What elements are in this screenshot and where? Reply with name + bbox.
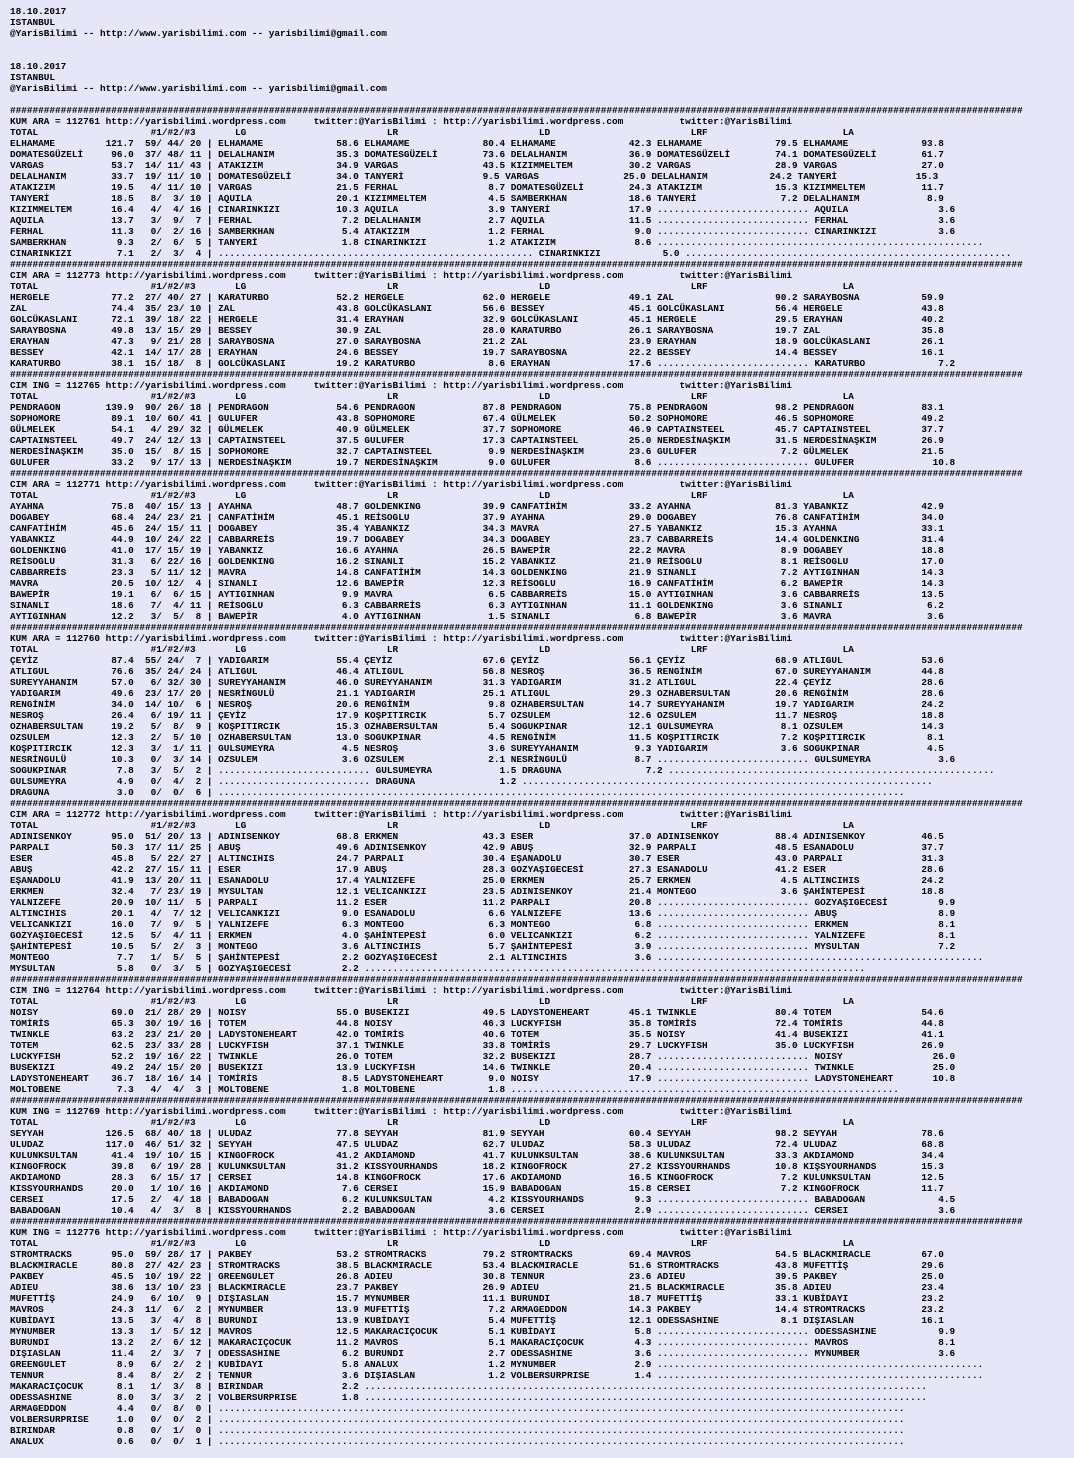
- document-line: ERAYHAN 47.3 9/ 21/ 28 | SARAYBOSNA 27.0 SARAYBOSNA 21.2 ZAL 23.9 ERAYHAN 18.9 GOLCÜKASLANI 26.1: [10, 336, 944, 347]
- document-line: AKDIAMOND 28.3 6/ 15/ 17 | CERSEI 14.8 KINGOFROCK 17.6 AKDIAMOND 16.5 KINGOFROCK 7.2 KULUNKSULTAN 12.5: [10, 1172, 944, 1183]
- document-line: KUM ARA = 112760 http://yarisbilimi.wordpress.com twitter:@YarisBilimi : http://yarisbilimi.wordpress.com twitter:@YarisBilimi: [10, 633, 793, 644]
- document-line: ULUDAZ 117.0 46/ 51/ 32 | SEYYAH 47.5 ULUDAZ 62.7 ULUDAZ 58.3 ULUDAZ 72.4 ULUDAZ 68.8: [10, 1139, 944, 1150]
- document-line: DOGABEY 68.4 24/ 23/ 21 | CANFATİHİM 45.1 REİSOGLU 37.9 AYAHNA 29.0 DOGABEY 76.8 CANFATİHİM 34.0: [10, 512, 944, 523]
- document-line: ALTINCIHIS 20.1 4/ 7/ 12 | VELICANKIZI 9.0 ESANADOLU 6.6 YALNIZEFE 13.6 ........................... ABUŞ 8.9: [10, 908, 956, 919]
- document-line: LUCKYFISH 52.2 19/ 16/ 22 | TWINKLE 26.0 TOTEM 32.2 BUSEKIZI 28.7 ........................... NOISY 26.0: [10, 1051, 956, 1062]
- document-line: TOTAL #1/#2/#3 LG LR LD LRF LA: [10, 281, 854, 292]
- document-line: KUBİDAYI 13.5 3/ 4/ 8 | BURUNDI 13.9 KUBİDAYI 5.4 MUFETTİŞ 12.1 ODESSASHINE 8.1 DIŞIASLAN 16.1: [10, 1315, 944, 1326]
- document-line: DRAGUNA 3.0 0/ 0/ 6 | ..........................................................................................................................: [10, 787, 905, 798]
- document-line: MYSULTAN 5.8 0/ 3/ 5 | GOZYAŞIGECESİ 2.2 .........................................................................................: [10, 963, 866, 974]
- document-line: ELHAMAME 121.7 59/ 44/ 20 | ELHAMAME 58.6 ELHAMAME 80.4 ELHAMAME 42.3 ELHAMAME 79.5 ELHAMAME 93.8: [10, 138, 944, 149]
- document-line: ABUŞ 42.2 27/ 15/ 11 | ESER 17.9 ABUŞ 28.3 GOZYAŞIGECESİ 27.3 ESANADOLU 41.2 ESER 28.6: [10, 864, 944, 875]
- document-line: TOTAL #1/#2/#3 LG LR LD LRF LA: [10, 644, 854, 655]
- document-line: VARGAS 53.7 14/ 11/ 43 | ATAKIZIM 34.9 VARGAS 43.5 KIZIMMELTEM 30.2 VARGAS 28.9 VARGAS 27.0: [10, 160, 944, 171]
- document-line: AQUILA 13.7 3/ 9/ 7 | FERHAL 7.2 DELALHANIM 2.7 AQUILA 11.5 ........................... FERHAL 3.6: [10, 215, 956, 226]
- document-line: @YarisBilimi -- http://www.yarisbilimi.com -- yarisbilimi@gmail.com: [10, 83, 387, 94]
- document-line: [10, 94, 1074, 105]
- document-line: KIZIMMELTEM 16.4 4/ 4/ 16 | CINARINKIZI 10.3 AQUILA 3.9 TANYERİ 17.9 ........................... AQUILA 3.6: [10, 204, 956, 215]
- document-line: LADYSTONEHEART 36.7 18/ 16/ 14 | TOMİRİS 8.5 LADYSTONEHEART 9.0 NOISY 17.9 ........................... LADYSTONEHEART 10.8: [10, 1073, 956, 1084]
- document-line: DOMATESGÜZELİ 96.0 37/ 48/ 11 | DELALHANIM 35.3 DOMATESGÜZELİ 73.6 DELALHANIM 36.9 DOMATESGÜZELİ 74.1 DOMATESGÜZELİ 61.7: [10, 149, 944, 160]
- document-line: ZAL 74.4 35/ 23/ 10 | ZAL 43.8 GOLCÜKASLANI 56.6 BESSEY 45.1 GOLCÜKASLANI 56.4 HERGELE 43.8: [10, 303, 944, 314]
- document-line: SINANLI 18.6 7/ 4/ 11 | REİSOGLU 6.3 CABBARREİS 6.3 AYTIGINHAN 11.1 GOLDENKING 3.6 SINANLI 6.2: [10, 600, 944, 611]
- document-line: ####################################################################################################################################################################################: [10, 369, 1023, 380]
- document-line: SAMBERKHAN 9.3 2/ 6/ 5 | TANYERİ 1.8 CINARINKIZI 1.2 ATAKIZIM 8.6 ..........................................................: [10, 237, 984, 248]
- document-line: GOLCÜKASLANI 72.1 39/ 18/ 22 | HERGELE 31.4 ERAYHAN 32.9 GOLCÜKASLANI 45.1 HERGELE 29.5 ERAYHAN 40.2: [10, 314, 944, 325]
- document-line: KOŞPITIRCIK 12.3 3/ 1/ 11 | GULSUMEYRA 4.5 NESROŞ 3.6 SUREYYAHANIM 9.3 YADIGARIM 3.6 SOGUKPINAR 4.5: [10, 743, 944, 754]
- document-line: YABANKIZ 44.9 10/ 24/ 22 | CABBARREİS 19.7 DOGABEY 34.3 DOGABEY 23.7 CABBARREİS 14.4 GOLDENKING 31.4: [10, 534, 944, 545]
- document-line: MAKARACIÇOCUK 8.1 1/ 3/ 8 | BIRINDAR 2.2 ....................................................................................................: [10, 1381, 928, 1392]
- document-line: TOTAL #1/#2/#3 LG LR LD LRF LA: [10, 127, 854, 138]
- document-line: 18.10.2017: [10, 6, 67, 17]
- document-line: CABBARREİS 23.3 5/ 11/ 12 | MAVRA 14.8 CANFATİHİM 14.3 GOLDENKING 21.9 SINANLI 7.2 AYTIGINHAN 14.3: [10, 567, 944, 578]
- document-line: ####################################################################################################################################################################################: [10, 974, 1023, 985]
- document-line: YADIGARIM 49.6 23/ 17/ 20 | NESRİNGULÜ 21.1 YADIGARIM 25.1 ATLIGUL 29.3 OZHABERSULTAN 20.6 RENGİNİM 28.6: [10, 688, 944, 699]
- document-line: AYTIGINHAN 12.2 3/ 5/ 8 | BAWEPİR 4.0 AYTIGINHAN 1.5 SINANLI 6.8 BAWEPİR 3.6 MAVRA 3.6: [10, 611, 944, 622]
- document-line: CAPTAINSTEEL 49.7 24/ 12/ 13 | CAPTAINSTEEL 37.5 GULUFER 17.3 CAPTAINSTEEL 25.0 NERDESİNAŞKIM 31.5 NERDESİNAŞKIM 26.9: [10, 435, 944, 446]
- document-line: MUFETTİŞ 24.9 6/ 10/ 9 | DIŞIASLAN 15.7 MYNUMBER 11.1 BURUNDI 18.7 MUFETTİŞ 33.1 KUBİDAYI 23.2: [10, 1293, 944, 1304]
- document-line: KUM ARA = 112761 http://yarisbilimi.wordpress.com twitter:@YarisBilimi : http://yarisbilimi.wordpress.com twitter:@YarisBilimi: [10, 116, 793, 127]
- document-line: KISSYOURHANDS 20.0 1/ 10/ 16 | AKDIAMOND 7.6 CERSEI 15.9 BABADOGAN 15.8 CERSEI 7.2 KINGOFROCK 11.7: [10, 1183, 944, 1194]
- document-line: CERSEI 17.5 2/ 4/ 18 | BABADOGAN 6.2 KULUNKSULTAN 4.2 KISSYOURHANDS 9.3 ........................... BABADOGAN 4.5: [10, 1194, 956, 1205]
- document-line: DIŞIASLAN 11.4 2/ 3/ 7 | ODESSASHINE 6.2 BURUNDI 2.7 ODESSASHINE 3.6 ........................... MYNUMBER 3.6: [10, 1348, 956, 1359]
- document-line: KUM ING = 112776 http://yarisbilimi.wordpress.com twitter:@YarisBilimi : http://yarisbilimi.wordpress.com twitter:@YarisBilimi: [10, 1227, 793, 1238]
- document-line: CIM ARA = 112773 http://yarisbilimi.wordpress.com twitter:@YarisBilimi : http://yarisbilimi.wordpress.com twitter:@YarisBilimi: [10, 270, 793, 281]
- document-line: ŞAHİNTEPESİ 10.5 5/ 2/ 3 | MONTEGO 3.6 ALTINCIHIS 5.7 ŞAHİNTEPESİ 3.9 ........................... MYSULTAN 7.2: [10, 941, 956, 952]
- document-line: MAVROS 24.3 11/ 6/ 2 | MYNUMBER 13.9 MUFETTİŞ 7.2 ARMAGEDDON 14.3 PAKBEY 14.4 STROMTRACKS 23.2: [10, 1304, 944, 1315]
- document-line: ####################################################################################################################################################################################: [10, 259, 1023, 270]
- document-line: TOTAL #1/#2/#3 LG LR LD LRF LA: [10, 820, 854, 831]
- document-line: OZHABERSULTAN 19.2 5/ 8/ 9 | KOŞPITIRCIK 15.3 OZHABERSULTAN 5.4 SOGUKPINAR 12.1 GULSUMEYRA 8.1 OZSULEM 14.3: [10, 721, 944, 732]
- document-line: CIM ING = 112764 http://yarisbilimi.wordpress.com twitter:@YarisBilimi : http://yarisbilimi.wordpress.com twitter:@YarisBilimi: [10, 985, 793, 996]
- document-line: ISTANBUL: [10, 72, 56, 83]
- document-line: RENGİNİM 34.0 14/ 10/ 6 | NESROŞ 20.6 RENGİNİM 9.8 OZHABERSULTAN 14.7 SUREYYAHANIM 19.7 YADIGARIM 24.2: [10, 699, 944, 710]
- document-line: CIM ARA = 112772 http://yarisbilimi.wordpress.com twitter:@YarisBilimi : http://yarisbilimi.wordpress.com twitter:@YarisBilimi: [10, 809, 793, 820]
- document-line: VELICANKIZI 16.0 7/ 9/ 5 | YALNIZEFE 6.3 MONTEGO 6.3 MONTEGO 6.8 ........................... ERKMEN 8.1: [10, 919, 956, 930]
- document-line: BUSEKIZI 49.2 24/ 15/ 20 | BUSEKIZI 13.9 LUCKYFISH 14.6 TWINKLE 20.4 ........................... TWINKLE 25.0: [10, 1062, 956, 1073]
- document-line: @YarisBilimi -- http://www.yarisbilimi.com -- yarisbilimi@gmail.com: [10, 28, 387, 39]
- document-line: FERHAL 11.3 0/ 2/ 16 | SAMBERKHAN 5.4 ATAKIZIM 1.2 FERHAL 9.0 ........................... CINARINKIZI 3.6: [10, 226, 956, 237]
- document-line: NESROŞ 26.4 6/ 19/ 11 | ÇEYİZ 17.9 KOŞPITIRCIK 5.7 OZSULEM 12.6 OZSULEM 11.7 NESROŞ 18.8: [10, 710, 944, 721]
- document-line: GÜLMELEK 54.1 4/ 29/ 32 | GÜLMELEK 40.9 GÜLMELEK 37.7 SOPHOMORE 46.9 CAPTAINSTEEL 45.7 CAPTAINSTEEL 37.7: [10, 424, 944, 435]
- document-line: KUM ING = 112769 http://yarisbilimi.wordpress.com twitter:@YarisBilimi : http://yarisbilimi.wordpress.com twitter:@YarisBilimi: [10, 1106, 793, 1117]
- document-line: ANALUX 0.6 0/ 0/ 1 | ..........................................................................................................................: [10, 1436, 905, 1447]
- document-line: REİSOGLU 31.3 6/ 22/ 16 | GOLDENKING 16.2 SINANLI 15.2 YABANKIZ 21.9 REİSOGLU 8.1 REİSOGLU 17.0: [10, 556, 944, 567]
- document-line: HERGELE 77.2 27/ 40/ 27 | KARATURBO 52.2 HERGELE 62.0 HERGELE 49.1 ZAL 90.2 SARAYBOSNA 59.9: [10, 292, 944, 303]
- document-line: CANFATİHİM 45.6 24/ 15/ 11 | DOGABEY 35.4 YABANKIZ 34.3 MAVRA 27.5 YABANKIZ 15.3 AYAHNA 33.1: [10, 523, 944, 534]
- document-line: MONTEGO 7.7 1/ 5/ 5 | ŞAHİNTEPESİ 2.2 GOZYAŞIGECESİ 2.1 ALTINCIHIS 3.6 ..........................................................: [10, 952, 984, 963]
- document-line: ÇEYİZ 87.4 55/ 24/ 7 | YADIGARIM 55.4 ÇEYİZ 67.6 ÇEYİZ 56.1 ÇEYİZ 68.9 ATLIGUL 53.6: [10, 655, 944, 666]
- document-line: PENDRAGON 139.9 90/ 26/ 18 | PENDRAGON 54.6 PENDRAGON 87.8 PENDRAGON 75.8 PENDRAGON 98.2 PENDRAGON 83.1: [10, 402, 944, 413]
- document-line: BURUNDI 13.2 2/ 6/ 12 | MAKARACIÇOCUK 11.2 MAVROS 5.1 MAKARACIÇOCUK 4.3 ........................... MAVROS 8.1: [10, 1337, 956, 1348]
- document-line: OZSULEM 12.3 2/ 5/ 10 | OZHABERSULTAN 13.0 SOGUKPINAR 4.5 RENGİNİM 11.5 KOŞPITIRCIK 7.2 KOŞPITIRCIK 8.1: [10, 732, 944, 743]
- document-line: SUREYYAHANIM 57.0 6/ 32/ 30 | SUREYYAHANIM 46.0 SUREYYAHANIM 31.3 YADIGARIM 31.2 ATLIGUL 22.4 ÇEYİZ 28.6: [10, 677, 944, 688]
- document-line: TOTAL #1/#2/#3 LG LR LD LRF LA: [10, 391, 854, 402]
- document-line: BAWEPİR 19.1 6/ 6/ 15 | AYTIGINHAN 9.9 MAVRA 6.5 CABBARREİS 15.0 AYTIGINHAN 3.6 CABBARREİS 13.5: [10, 589, 944, 600]
- document-line: TWINKLE 63.2 23/ 21/ 20 | LADYSTONEHEART 42.0 TOMİRİS 40.6 TOTEM 35.5 NOISY 41.4 BUSEKIZI 41.1: [10, 1029, 944, 1040]
- document-line: SARAYBOSNA 49.8 13/ 15/ 29 | BESSEY 30.9 ZAL 28.0 KARATURBO 26.1 SARAYBOSNA 19.7 ZAL 35.8: [10, 325, 944, 336]
- document-line: KINGOFROCK 39.8 6/ 19/ 28 | KULUNKSULTAN 31.2 KISSYOURHANDS 18.2 KINGOFROCK 27.2 KISSYOURHANDS 10.8 KIŞSYOURHANDS 15.3: [10, 1161, 944, 1172]
- document-line: ISTANBUL: [10, 17, 56, 28]
- document-line: SOGUKPINAR 7.8 3/ 5/ 2 | ........................... GULSUMEYRA 1.5 DRAGUNA 7.2 ..........................................................: [10, 765, 995, 776]
- document-line: [10, 50, 1074, 61]
- document-line: ODESSASHINE 8.0 3/ 3/ 2 | VOLBERSURPRISE 1.8 ....................................................................................................: [10, 1392, 928, 1403]
- document-line: MAVRA 20.5 10/ 12/ 4 | SINANLI 12.6 BAWEPİR 12.3 REİSOGLU 16.9 CANFATİHİM 6.2 BAWEPİR 14.3: [10, 578, 944, 589]
- document-line: VOLBERSURPRISE 1.0 0/ 0/ 2 | ..........................................................................................................................: [10, 1414, 905, 1425]
- document-line: BESSEY 42.1 14/ 17/ 28 | ERAYHAN 24.6 BESSEY 19.7 SARAYBOSNA 22.2 BESSEY 14.4 BESSEY 16.1: [10, 347, 944, 358]
- document-line: ATAKIZIM 19.5 4/ 11/ 10 | VARGAS 21.5 FERHAL 8.7 DOMATESGÜZELİ 24.3 ATAKIZIM 15.3 KIZIMMELTEM 11.7: [10, 182, 944, 193]
- document-line: BABADOGAN 10.4 4/ 3/ 8 | KISSYOURHANDS 2.2 BABADOGAN 3.6 CERSEI 2.9 ........................... CERSEI 3.6: [10, 1205, 956, 1216]
- document-line: TOTAL #1/#2/#3 LG LR LD LRF LA: [10, 1117, 854, 1128]
- document-line: KULUNKSULTAN 41.4 19/ 10/ 15 | KINGOFROCK 41.2 AKDIAMOND 41.7 KULUNKSULTAN 38.6 KULUNKSULTAN 33.3 AKDIAMOND 34.4: [10, 1150, 944, 1161]
- document-line: BIRINDAR 0.8 0/ 1/ 0 | ..........................................................................................................................: [10, 1425, 905, 1436]
- document-line: CINARINKIZI 7.1 2/ 3/ 4 | ........................................................ CINARINKIZI 5.0 ..........................................................: [10, 248, 1012, 259]
- document-line: NERDESİNAŞKIM 35.0 15/ 8/ 15 | SOPHOMORE 32.7 CAPTAINSTEEL 9.9 NERDESİNAŞKIM 23.6 GULUFER 7.2 GÜLMELEK 21.5: [10, 446, 944, 457]
- document-line: CIM ING = 112765 http://yarisbilimi.wordpress.com twitter:@YarisBilimi : http://yarisbilimi.wordpress.com twitter:@YarisBilimi: [10, 380, 793, 391]
- document-line: GREENGULET 8.9 6/ 2/ 2 | KUBİDAYI 5.8 ANALUX 1.2 MYNUMBER 2.9 ..........................................................: [10, 1359, 984, 1370]
- document-line: KARATURBO 38.1 15/ 18/ 8 | GOLCÜKASLANI 19.2 KARATURBO 8.6 ERAYHAN 17.6 ........................... KARATURBO 7.2: [10, 358, 956, 369]
- document-line: GOZYAŞIGECESİ 12.5 5/ 4/ 11 | ERKMEN 4.0 ŞAHİNTEPESİ 6.0 VELICANKIZI 6.2 ........................... YALNIZEFE 8.1: [10, 930, 956, 941]
- document-line: ARMAGEDDON 4.4 0/ 8/ 0 | ..........................................................................................................................: [10, 1403, 905, 1414]
- document-line: TANYERİ 18.5 8/ 3/ 10 | AQUILA 20.1 KIZIMMELTEM 4.5 SAMBERKHAN 18.6 TANYERİ 7.2 DELALHANIM 8.9: [10, 193, 944, 204]
- document-line: 18.10.2017: [10, 61, 67, 72]
- document-line: GULUFER 33.2 9/ 17/ 13 | NERDESİNAŞKIM 19.7 NERDESİNAŞKIM 9.0 GULUFER 8.6 ........................... GULUFER 10.8: [10, 457, 956, 468]
- document-line: SEYYAH 126.5 68/ 40/ 18 | ULUDAZ 77.8 SEYYAH 81.9 SEYYAH 60.4 SEYYAH 98.2 SEYYAH 78.6: [10, 1128, 944, 1139]
- document-line: MYNUMBER 13.3 1/ 5/ 12 | MAVROS 12.5 MAKARACIÇOCUK 5.1 KUBİDAYI 5.8 ........................... ODESSASHINE 9.9: [10, 1326, 956, 1337]
- document-line: AYAHNA 75.8 40/ 15/ 13 | AYAHNA 48.7 GOLDENKING 39.9 CANFATİHİM 33.2 AYAHNA 81.3 YABANKIZ 42.9: [10, 501, 944, 512]
- document-line: ATLIGUL 76.6 35/ 24/ 24 | ATLIGUL 46.4 ATLIGUL 56.8 NESROŞ 36.5 RENGİNİM 67.0 SUREYYAHANIM 44.8: [10, 666, 944, 677]
- document-line: ERKMEN 32.4 7/ 23/ 19 | MYSULTAN 12.1 VELICANKIZI 23.5 ADINISENKOY 21.4 MONTEGO 3.6 ŞAHİNTEPESİ 18.8: [10, 886, 944, 897]
- document-line: ADIEU 38.6 13/ 10/ 23 | BLACKMIRACLE 23.7 PAKBEY 26.9 ADIEU 21.5 BLACKMIRACLE 35.8 ADIEU 23.4: [10, 1282, 944, 1293]
- document-line: ####################################################################################################################################################################################: [10, 105, 1023, 116]
- document-line: MOLTOBENE 7.3 4/ 4/ 3 | MOLTOBENE 1.8 MOLTOBENE 1.8 .....................................................................: [10, 1084, 899, 1095]
- document-line: GULSUMEYRA 4.9 0/ 4/ 2 | ........................... DRAGUNA 1.2 .........................................................................: [10, 776, 933, 787]
- document-line: ####################################################################################################################################################################################: [10, 622, 1023, 633]
- document-line: NOISY 69.0 21/ 28/ 29 | NOISY 55.0 BUSEKIZI 49.5 LADYSTONEHEART 45.1 TWINKLE 80.4 TOTEM 54.6: [10, 1007, 944, 1018]
- document-line: EŞANADOLU 41.9 13/ 20/ 11 | ESANADOLU 17.4 YALNIZEFE 25.0 ERKMEN 25.7 ERKMEN 4.5 ALTINCIHIS 24.2: [10, 875, 944, 886]
- document-line: ####################################################################################################################################################################################: [10, 1095, 1023, 1106]
- document-line: NESRİNGULÜ 10.3 0/ 3/ 14 | OZSULEM 3.6 OZSULEM 2.1 NESRİNGULÜ 8.7 ........................... GULSUMEYRA 3.6: [10, 754, 956, 765]
- document-line: ADINISENKOY 95.0 51/ 20/ 13 | ADINISENKOY 68.8 ERKMEN 43.3 ESER 37.0 ADINISENKOY 88.4 ADINISENKOY 46.5: [10, 831, 944, 842]
- document-line: TOTEM 62.5 23/ 33/ 28 | LUCKYFISH 37.1 TWINKLE 33.8 TOMİRİS 29.7 LUCKYFISH 35.0 LUCKYFISH 26.9: [10, 1040, 944, 1051]
- document-line: STROMTRACKS 95.0 59/ 28/ 17 | PAKBEY 53.2 STROMTRACKS 79.2 STROMTRACKS 69.4 MAVROS 54.5 BLACKMIRACLE 67.0: [10, 1249, 944, 1260]
- document-line: TOMİRİS 65.3 30/ 19/ 16 | TOTEM 44.8 NOISY 46.3 LUCKYFISH 35.8 TOMİRİS 72.4 TOMİRİS 44.8: [10, 1018, 944, 1029]
- document-line: TOTAL #1/#2/#3 LG LR LD LRF LA: [10, 490, 854, 501]
- document-line: ####################################################################################################################################################################################: [10, 468, 1023, 479]
- document-line: CIM ARA = 112771 http://yarisbilimi.wordpress.com twitter:@YarisBilimi : http://yarisbilimi.wordpress.com twitter:@YarisBilimi: [10, 479, 793, 490]
- document-line: GOLDENKING 41.0 17/ 15/ 19 | YABANKIZ 16.6 AYAHNA 26.5 BAWEPİR 22.2 MAVRA 8.9 DOGABEY 18.8: [10, 545, 944, 556]
- document-line: BLACKMIRACLE 80.8 27/ 42/ 23 | STROMTRACKS 38.5 BLACKMIRACLE 53.4 BLACKMIRACLE 51.6 STROMTRACKS 43.8 MUFETTİŞ 29.6: [10, 1260, 944, 1271]
- document-line: PAKBEY 45.5 10/ 19/ 22 | GREENGULET 26.8 ADIEU 30.8 TENNUR 23.6 ADIEU 39.5 PAKBEY 25.0: [10, 1271, 944, 1282]
- document-line: SOPHOMORE 89.1 10/ 60/ 41 | GULUFER 43.8 SOPHOMORE 67.4 GÜLMELEK 50.2 SOPHOMORE 46.5 SOPHOMORE 49.2: [10, 413, 944, 424]
- document-line: TOTAL #1/#2/#3 LG LR LD LRF LA: [10, 1238, 854, 1249]
- document-line: ESER 45.8 5/ 22/ 27 | ALTINCIHIS 24.7 PARPALI 30.4 EŞANADOLU 30.7 ESER 43.0 PARPALI 31.3: [10, 853, 944, 864]
- document-line: TOTAL #1/#2/#3 LG LR LD LRF LA: [10, 996, 854, 1007]
- document-line: ####################################################################################################################################################################################: [10, 1216, 1023, 1227]
- document-line: [10, 39, 1074, 50]
- document-line: TENNUR 8.4 8/ 2/ 2 | TENNUR 3.6 DIŞIASLAN 1.2 VOLBERSURPRISE 1.4 ..........................................................: [10, 1370, 984, 1381]
- document-line: DELALHANIM 33.7 19/ 11/ 10 | DOMATESGÜZELİ 34.0 TANYERİ 9.5 VARGAS 25.0 DELALHANIM 24.2 TANYERİ 15.3: [10, 171, 939, 182]
- document-line: PARPALI 50.3 17/ 11/ 25 | ABUŞ 49.6 ADINISENKOY 42.9 ABUŞ 32.9 PARPALI 48.5 ESANADOLU 37.7: [10, 842, 944, 853]
- document-line: YALNIZEFE 20.9 10/ 11/ 5 | PARPALI 11.2 ESER 11.2 PARPALI 20.8 ........................... GOZYAŞIGECESİ 9.9: [10, 897, 956, 908]
- document-line: ####################################################################################################################################################################################: [10, 798, 1023, 809]
